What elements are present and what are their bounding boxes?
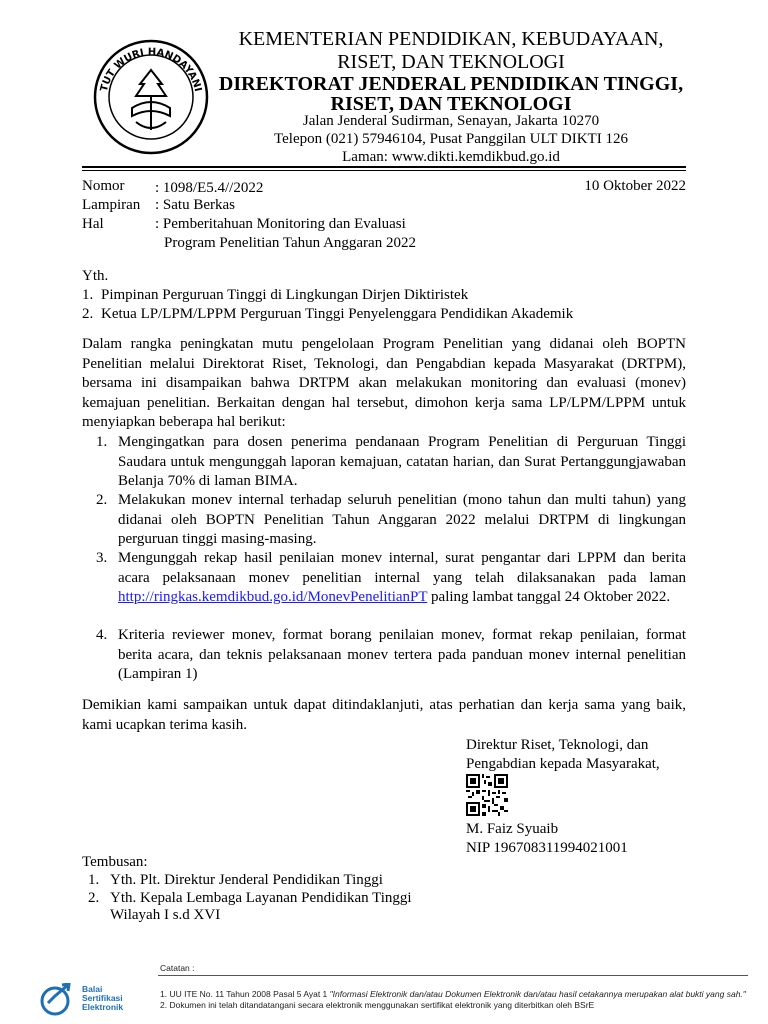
nomor-label: Nomor xyxy=(82,178,125,194)
closing-paragraph: Demikian kami sampaikan untuk dapat ditindaklanjuti, atas perhatian dan kerja sama yang baik, kami ucapkan terima kasih. xyxy=(82,697,686,733)
bsre-line-2: Sertifikasi xyxy=(82,993,123,1003)
intro-paragraph: Dalam rangka peningkatan mutu pengelolaan Program Penelitian yang didanai oleh BOPTN Penelitian melalui Direktorat Riset, Teknologi, dan Pengabdian kepada Masyarakat (DRTPM), bersama ini disampaikan bahwa DRTPM akan melakukan monitoring dan evaluasi (monev) kemajuan penelitian. Berkaitan dengan hal tersebut, dimohon kerja sama LP/LPM/LPPM untuk menyiapkan beberapa hal berikut: xyxy=(82,336,686,430)
hal-value-1: : Pemberitahuan Monitoring dan Evaluasi xyxy=(155,216,406,232)
bsre-line-3: Elektronik xyxy=(82,1002,124,1012)
cc-label: Tembusan: xyxy=(82,854,148,870)
recipient-num: 1. xyxy=(82,287,94,303)
recipient-num: 2. xyxy=(82,306,94,322)
recipient-item: Pimpinan Perguruan Tinggi di Lingkungan Dirjen Diktiristek xyxy=(101,287,469,303)
list-text: Mengingatkan para dosen penerima pendanaan Program Penelitian di Perguruan Tinggi Saudara untuk mengunggah laporan kemajuan, catatan harian, dan Surat Pertanggungjawaban Belanja 70% di laman BIMA. xyxy=(118,434,686,489)
footer-note-1-prefix: 1. UU ITE No. 11 Tahun 2008 Pasal 5 Ayat 1 xyxy=(160,989,330,999)
list-item xyxy=(82,491,686,551)
list-item xyxy=(82,433,686,493)
lampiran-value: : Satu Berkas xyxy=(155,197,235,213)
ministry-line-2: RISET, DAN TEKNOLOGI xyxy=(337,51,565,73)
directorate-line-1: DIREKTORAT JENDERAL PENDIDIKAN TINGGI, xyxy=(218,73,684,95)
signatory-nip: NIP 196708311994021001 xyxy=(466,840,628,856)
list-num: 1. xyxy=(96,434,108,450)
footer-note-1-quote: "Informasi Elektronik dan/atau Dokumen Elektronik dan/atau hasil cetakannya merupakan alat bukti yang sah." xyxy=(329,989,746,999)
website: Laman: www.dikti.kemdikbud.go.id xyxy=(342,149,560,165)
signatory-title-2: Pengabdian kepada Masyarakat, xyxy=(466,756,660,772)
letter-date: 10 Oktober 2022 xyxy=(584,178,686,194)
hal-value-2: Program Penelitian Tahun Anggaran 2022 xyxy=(164,235,416,251)
svg-text:TUT WURI HANDAYANI: TUT WURI HANDAYANI xyxy=(98,46,204,93)
recipient-item: Ketua LP/LPM/LPPM Perguruan Tinggi Penyelenggara Pendidikan Akademik xyxy=(101,306,574,322)
signatory-name: M. Faiz Syuaib xyxy=(466,821,559,837)
cc-num: 1. xyxy=(88,872,100,888)
list-text: Kriteria reviewer monev, format borang penilaian monev, format rekap penilaian, format berita acara, dan teknis pelaksanaan monev tertera pada panduan monev internal penelitian (Lampiran 1) xyxy=(118,627,686,682)
directorate-line-2: RISET, DAN TEKNOLOGI xyxy=(330,93,572,115)
cc-item: Yth. Kepala Lembaga Layanan Pendidikan Tinggi xyxy=(110,890,412,906)
catatan-label: Catatan : xyxy=(160,963,195,973)
list-item xyxy=(82,626,686,686)
cc-item-cont: Wilayah I s.d XVI xyxy=(110,907,221,923)
bsre-logo-icon xyxy=(38,983,80,1017)
qr-code-icon xyxy=(466,774,508,816)
list-text-before: Mengunggah rekap hasil penilaian monev internal, surat pengantar dari LPPM dan berita acara pelaksanaan monev penelitian internal yang telah dilaksanakan pada laman xyxy=(118,550,686,586)
ministry-line-1: KEMENTERIAN PENDIDIKAN, KEBUDAYAAN, xyxy=(238,28,664,50)
cc-item: Yth. Plt. Direktur Jenderal Pendidikan Tinggi xyxy=(110,872,383,888)
salutation: Yth. xyxy=(82,268,109,284)
footer-note-2: 2. Dokumen ini telah ditandatangani secara elektronik menggunakan sertifikat elektronik yang diterbitkan oleh BSrE xyxy=(160,1000,595,1010)
lampiran-label: Lampiran xyxy=(82,197,141,213)
list-text xyxy=(118,549,686,608)
bsre-line-1: Balai xyxy=(82,984,103,994)
address: Jalan Jenderal Sudirman, Senayan, Jakarta 10270 xyxy=(302,113,600,129)
hal-label: Hal xyxy=(82,216,104,232)
list-num: 4. xyxy=(96,627,108,643)
cc-num: 2. xyxy=(88,890,100,906)
nomor-value: : 1098/E5.4//2022 xyxy=(155,180,264,196)
header-rule-thick xyxy=(82,166,686,168)
list-text-after: paling lambat tanggal 24 Oktober 2022. xyxy=(427,589,671,605)
list-text: Melakukan monev internal terhadap seluruh penelitian (mono tahun dan multi tahun) yang didanai oleh BOPTN Penelitian Tahun Anggaran 2022 melalui DRTPM di lingkungan perguruan tinggi masing-masing. xyxy=(118,492,686,547)
phone: Telepon (021) 57946104, Pusat Panggilan ULT DIKTI 126 xyxy=(274,131,628,147)
signatory-title-1: Direktur Riset, Teknologi, dan xyxy=(466,737,649,753)
list-num: 2. xyxy=(96,492,108,508)
footer-rule xyxy=(158,975,748,976)
list-num: 3. xyxy=(96,550,108,566)
header-rule-thin xyxy=(82,170,686,171)
list-item xyxy=(82,549,686,629)
footer-note-1 xyxy=(160,989,750,999)
monev-upload-link[interactable]: http://ringkas.kemdikbud.go.id/MonevPenelitianPT xyxy=(118,589,428,605)
